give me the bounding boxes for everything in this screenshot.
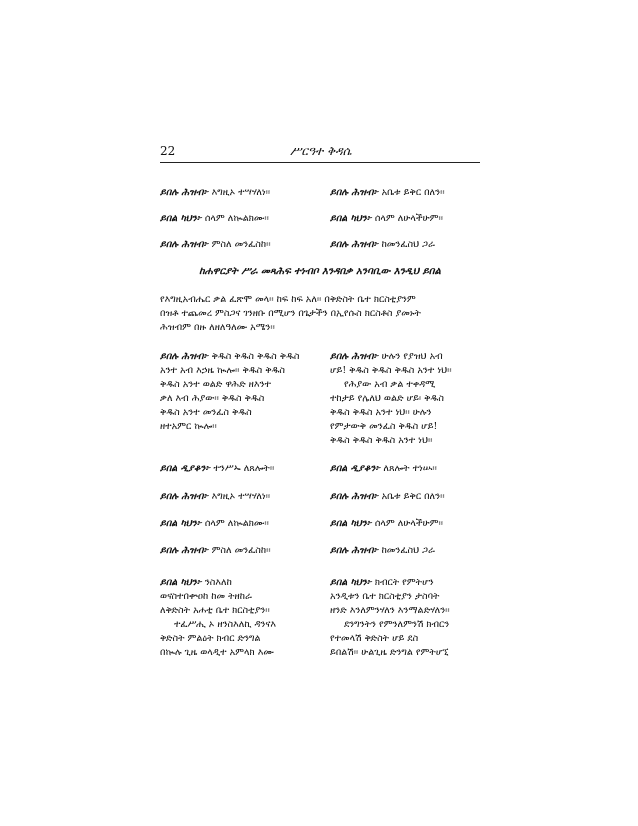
speaker-label: ይበሉ ሕዝብ፦: [160, 239, 209, 250]
speaker-label: ይበሉ ሕዝብ፦: [160, 545, 209, 556]
hymn-line: የሕያው አብ ቃል ተቀዳሚ: [344, 379, 436, 390]
prayer-line: ወናስተበቍዐከ ከመ ትዘከራ: [160, 591, 252, 602]
hymn-line: [330, 350, 490, 364]
prayer-line: የተመላሽ ቅድስት ሆይ ደስ: [330, 633, 419, 644]
paragraph-line: ሕዝብም በዙ ለዘለዓለሙ አሜን፡፡: [160, 322, 275, 333]
speaker-label: ይበል ካህን፦: [160, 518, 202, 529]
prayer-line: አንዲቱን ቤተ ክርስቲያን ታስባት: [330, 591, 440, 602]
speaker-label: ይበሉ ሕዝብ፦: [330, 187, 379, 198]
hymn-line: [160, 350, 320, 364]
hymn-line: አንተ አብ እኃዜ ኲሎ፡፡ ቅዱስ ቅዱስ: [160, 365, 285, 376]
response-text: ምስለ መንፈስከ፡፡: [211, 545, 271, 556]
response-text: ለጸሎት ተነሡ፡፡: [383, 463, 437, 474]
left-column-line: [160, 238, 318, 252]
right-column-line: [330, 238, 488, 252]
paragraph-line: የእግዚአብሔር ቃል ፈጽሞ መላ፡፡ ከፍ ከፍ አለ፡፡ በቅድስት ቤተ ክርስቲያንም: [160, 294, 416, 305]
right-column-line: [330, 517, 488, 531]
prayer-line: [330, 576, 490, 590]
speaker-label: ይበሉ ሕዝብ፦: [160, 187, 209, 198]
right-column-line: [330, 462, 488, 476]
prayer-line: ቅድስት ምልዕት ክብር ድንግል: [160, 633, 261, 644]
page-header: [160, 144, 480, 162]
speaker-label: ይበል ካህን፦: [330, 213, 372, 224]
header-rule: [160, 162, 480, 163]
right-column-line: [330, 490, 488, 504]
left-column-line: [160, 544, 318, 558]
response-text: አቤቱ ይቅር በለን፡፡: [381, 491, 445, 502]
hymn-line: ቅዱስ አንተ መንፈስ ቅዱስ: [160, 407, 252, 418]
speaker-label: ይበል ካህን፦: [330, 518, 372, 529]
response-text: ሰላም ለኲልክሙ፡፡: [204, 518, 269, 529]
prayer-line: ደንግንትን የምንለምንሽ ክብርን: [344, 619, 450, 630]
prayer-line: ይበልሽ፡፡ ሁልጊዜ ድንግል የምትሆኚ: [330, 647, 449, 658]
paragraph-line: በዝቶ ተጨመረ ምስጋና ገንዘቡ በሚሆን በጌታችን በኢየሱስ ክርስቶስ ያመኑት: [160, 308, 421, 319]
hymn-line: ቅዱስ አንተ ወልድ ዋሕድ ዘእንተ: [160, 379, 271, 390]
left-column-line: [160, 186, 318, 200]
hymn-line: ተከታይ የሌለህ ወልድ ሆይ፡ ቅዱስ: [330, 393, 444, 404]
prayer-text: ንስእለከ: [204, 577, 232, 588]
section-heading: ከሐዋርያት ሥራ መጻሕፍ ተነብቦ እንዳበቃ አንባቢው እንዲህ ይበል: [199, 266, 441, 277]
speaker-label: ይበል ካህን፦: [160, 577, 202, 588]
response-text: ከመንፈስህ ጋራ: [381, 239, 435, 250]
hymn-left-column: [160, 350, 320, 434]
hymn-text: ቅዱስ ቅዱስ ቅዱስ ቅዱስ: [211, 351, 300, 362]
response-text: ሰላም ለሁላችሁም፡፡: [374, 213, 443, 224]
response-text: ተንሥኡ ለጸሎት፡፡: [213, 463, 275, 474]
hymn-line: ቃለ እብ ሕያው፡፡ ቅዱስ ቅዱስ: [160, 393, 265, 404]
speaker-label: ይበል ዲያቆን፦: [330, 463, 381, 474]
response-text: እግዚኦ ተሣሃለነ፡፡: [211, 187, 271, 198]
hymn-line: ዘተአምር ኲሎ፡፡: [160, 421, 217, 432]
page-number: 22: [160, 144, 176, 158]
speaker-label: ይበሉ ሕዝብ፦: [330, 545, 379, 556]
speaker-label: ይበሉ ሕዝብ፦: [330, 351, 379, 362]
right-column-line: [330, 212, 488, 226]
hymn-line: ቅዱስ ቅዱስ ቅዱስ አንተ ነህ፡፡: [330, 435, 433, 446]
hymn-right-column: [330, 350, 490, 448]
right-column-line: [330, 186, 488, 200]
prayer-right-column: [330, 576, 490, 660]
response-text: ከመንፈስህ ጋራ: [381, 545, 435, 556]
prayer-line: ዘንድ እንለምንሃለን እንማልድሃለን፡፡: [330, 605, 450, 616]
speaker-label: ይበል ዲያቆን፦: [160, 463, 211, 474]
response-text: ሰላም ለሁላችሁም፡፡: [374, 518, 443, 529]
hymn-line: የምታውቅ መንፈስ ቅዱስ ሆይ!: [330, 421, 438, 432]
running-title: ሥርዓተ ቅዳሴ: [290, 144, 352, 158]
left-column-line: [160, 212, 318, 226]
hymn-line: ቅዱስ ቅዱስ አንተ ነህ፡፡ ሁሉን: [330, 407, 432, 418]
left-column-line: [160, 490, 318, 504]
response-text: ምስለ መንፈስከ፡፡: [211, 239, 271, 250]
response-text: ሰላም ለኲልክሙ፡፡: [204, 213, 269, 224]
response-text: አቤቱ ይቅር በለን፡፡: [381, 187, 445, 198]
prayer-line: በኲሉ ጊዜ ወላዲተ አምላክ እሙ: [160, 647, 274, 658]
speaker-label: ይበሉ ሕዝብ፦: [160, 351, 209, 362]
speaker-label: ይበል ካህን፦: [160, 213, 202, 224]
speaker-label: ይበሉ ሕዝብ፦: [160, 491, 209, 502]
speaker-label: ይበል ካህን፦: [330, 577, 372, 588]
response-text: እግዚኦ ተሣሃለነ፡፡: [211, 491, 271, 502]
prayer-line: ለቅድስት አሐቲ ቤተ ክርስቲያን፡፡: [160, 605, 270, 616]
prayer-text: ክብርት የምትሆን: [374, 577, 434, 588]
left-column-line: [160, 462, 318, 476]
left-column-line: [160, 517, 318, 531]
right-column-line: [330, 544, 488, 558]
hymn-text: ሁሉን የያዝህ አብ: [381, 351, 443, 362]
prayer-line: [160, 576, 320, 590]
speaker-label: ይበሉ ሕዝብ፦: [330, 491, 379, 502]
prayer-left-column: [160, 576, 320, 660]
speaker-label: ይበሉ ሕዝብ፦: [330, 239, 379, 250]
prayer-line: ተፈሥሒ ኦ ዘንስእለኪ ዳንናእ: [174, 619, 277, 630]
hymn-line: ሆይ! ቅዱስ ቅዱስ ቅዱስ አንተ ነህ፡፡: [330, 365, 452, 376]
intro-paragraph: [160, 293, 480, 335]
